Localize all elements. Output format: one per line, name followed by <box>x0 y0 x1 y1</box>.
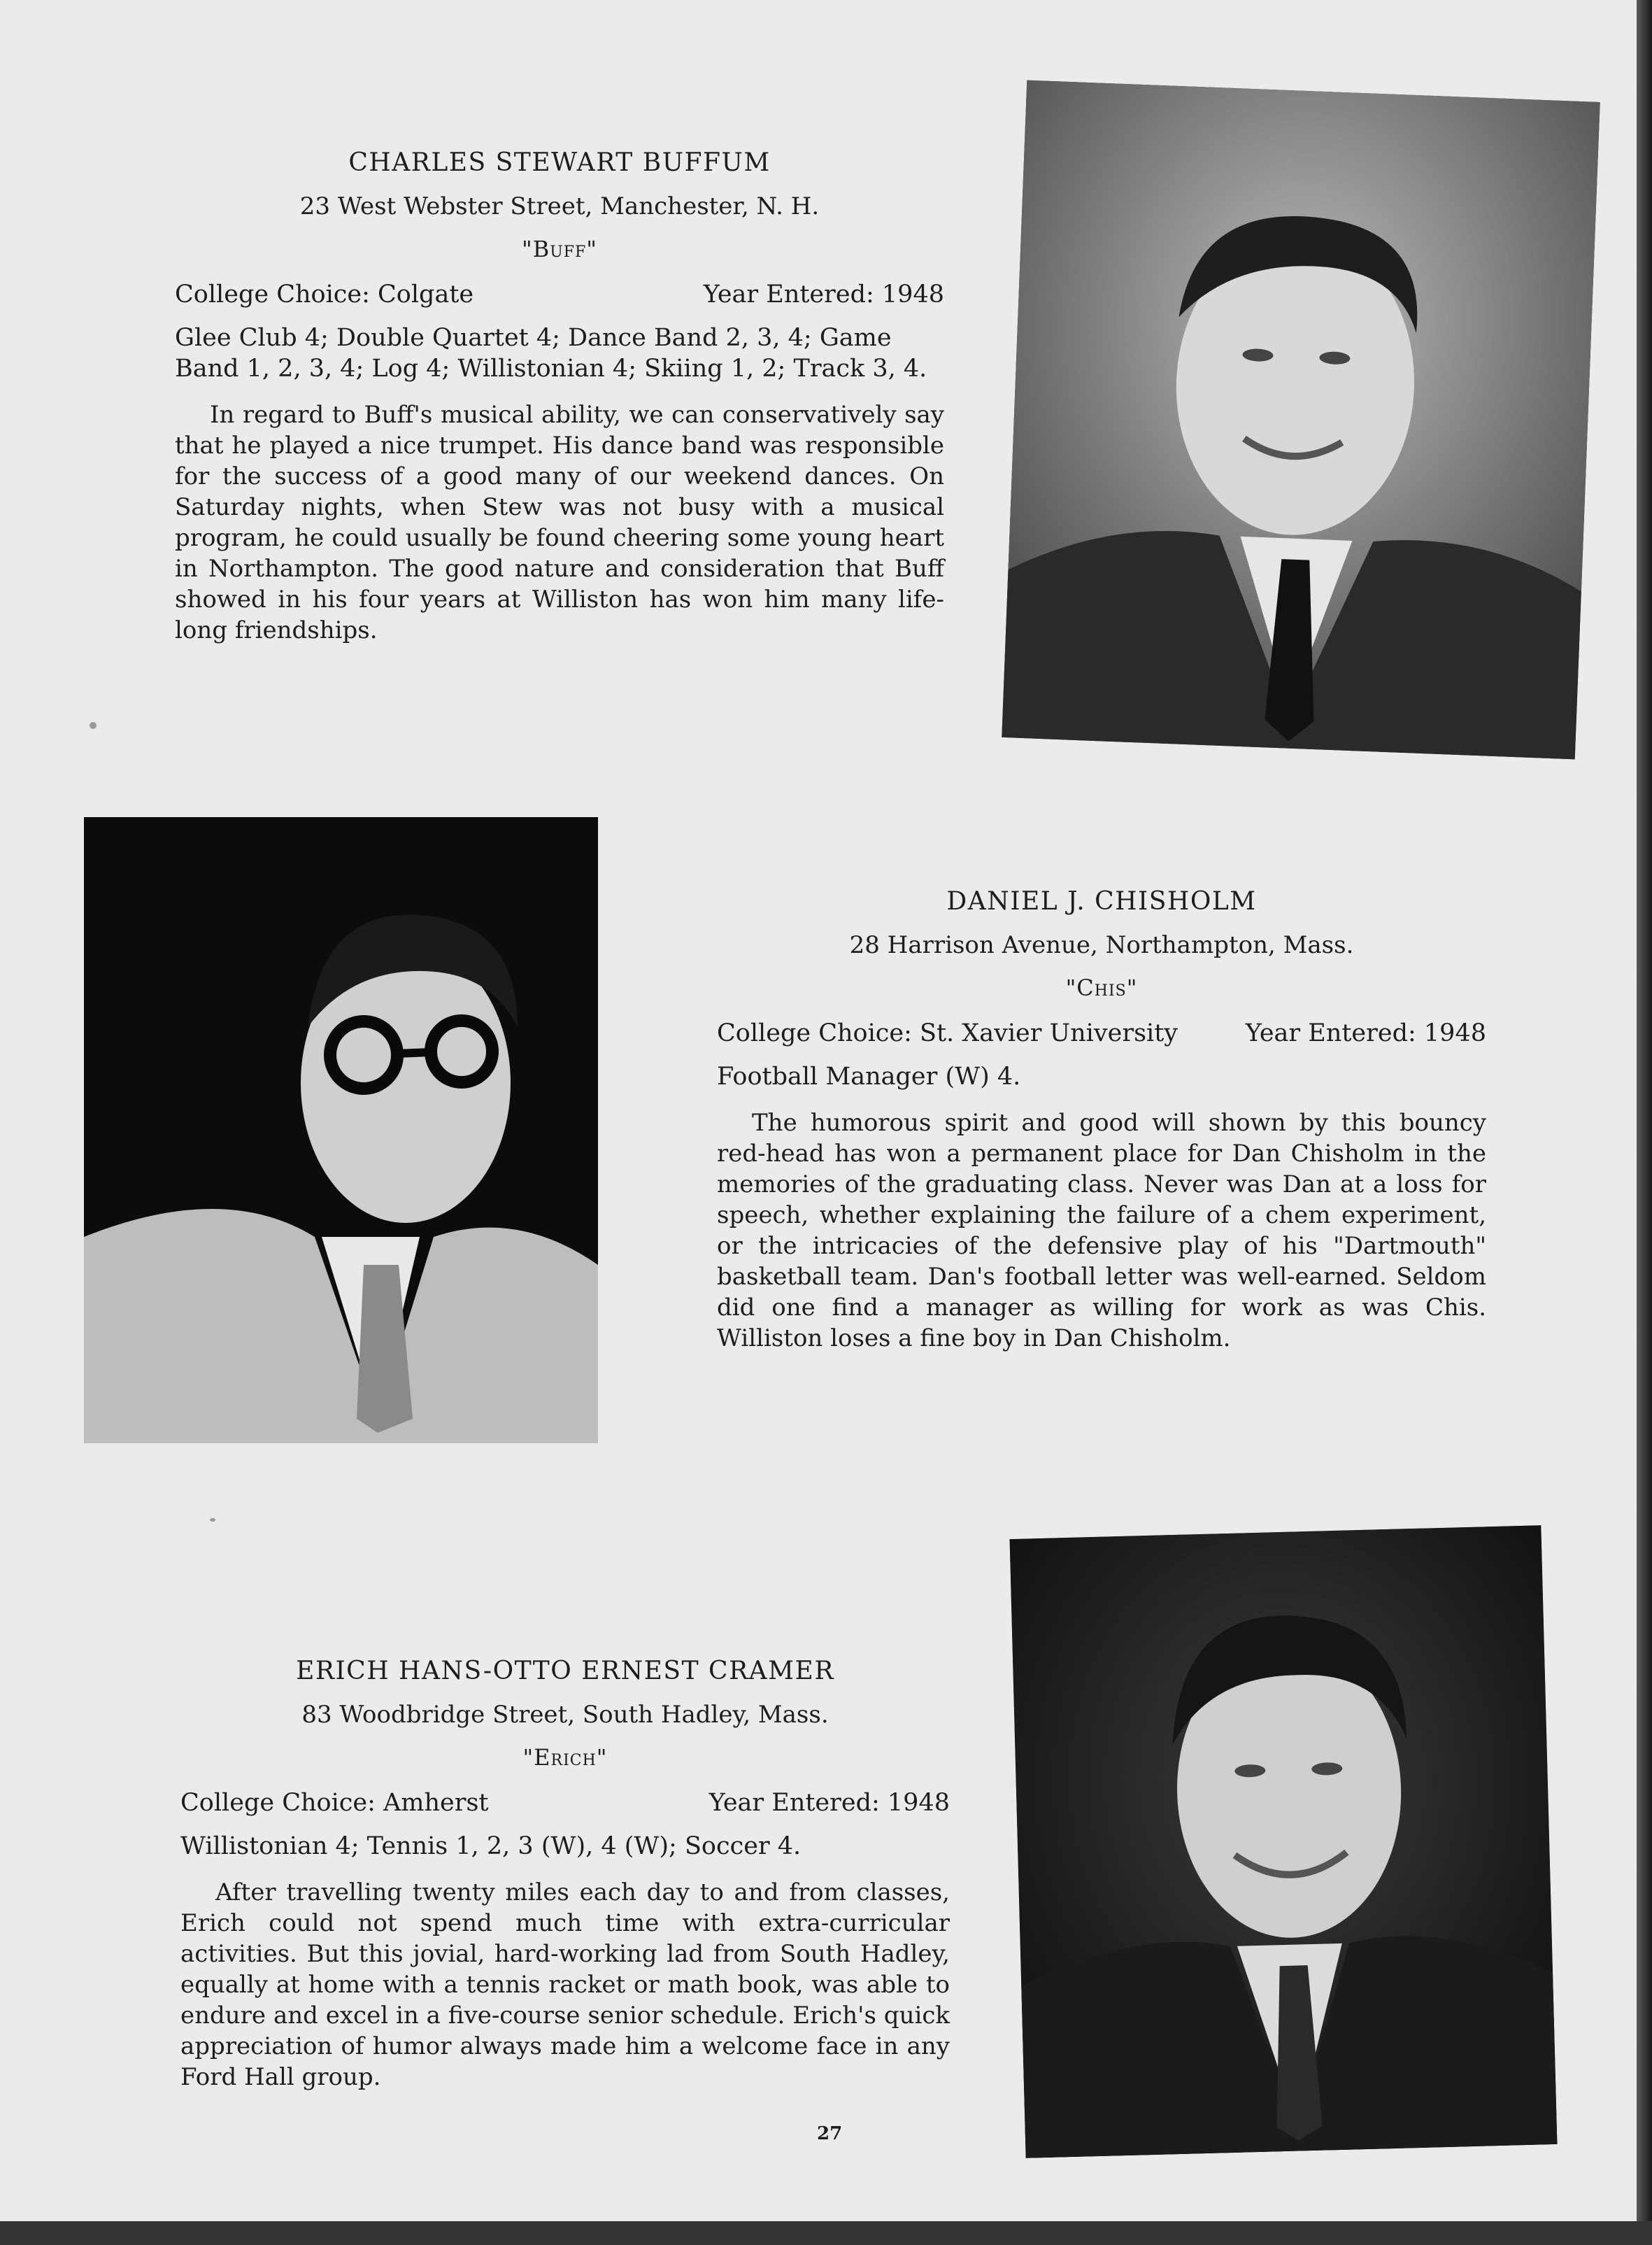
student-activities: Glee Club 4; Double Quartet 4; Dance Band 2, 3, 4; Game Band 1, 2, 3, 4; Log 4; Willistonian 4; Skiing 1, 2; Track 3, 4. <box>175 324 927 383</box>
student-address: 83 Woodbridge Street, South Hadley, Mass. <box>301 1701 829 1729</box>
page-edge <box>1637 0 1652 2245</box>
portrait-photo-buffum <box>1002 80 1600 760</box>
student-address: 23 West Webster Street, Manchester, N. H. <box>299 192 820 220</box>
portrait-photo-chisholm <box>84 817 598 1443</box>
student-name: DANIEL J. CHISHOLM <box>946 887 1257 916</box>
entry-cramer <box>180 1657 950 2092</box>
college-choice: College Choice: St. Xavier University <box>717 1019 1179 1047</box>
student-address: 28 Harrison Avenue, Northampton, Mass. <box>849 931 1354 959</box>
year-entered: Year Entered: 1948 <box>708 1789 950 1817</box>
student-activities: Football Manager (W) 4. <box>717 1063 1021 1091</box>
speck <box>210 1518 215 1522</box>
info-row <box>717 1019 1486 1047</box>
college-choice: College Choice: Colgate <box>175 281 474 309</box>
portrait-photo-cramer <box>1010 1525 1558 2158</box>
page-number: 27 <box>817 2123 843 2144</box>
year-entered: Year Entered: 1948 <box>703 281 944 309</box>
student-name: ERICH HANS-OTTO ERNEST CRAMER <box>296 1657 834 1685</box>
student-bio: In regard to Buff's musical ability, we can conservatively say that he played a nice trumpet. His dance band was responsible for the success of a good many of our weekend dances. On Saturday nights, when Stew was not busy with a musical program, he could usually be found cheering some young heart in Northampton. The good nature and consideration that Buff showed in his four years at Williston has won him many life-long friendships. <box>175 401 944 644</box>
student-nickname: "Buff" <box>521 236 598 262</box>
page-bottom-edge <box>0 2221 1652 2245</box>
year-entered: Year Entered: 1948 <box>1245 1019 1486 1047</box>
entry-chisholm <box>717 887 1486 1354</box>
student-activities: Willistonian 4; Tennis 1, 2, 3 (W), 4 (W); Soccer 4. <box>180 1832 802 1860</box>
info-row <box>175 281 944 309</box>
speck <box>90 722 97 729</box>
college-choice: College Choice: Amherst <box>180 1789 489 1817</box>
info-row <box>180 1789 950 1817</box>
student-bio: The humorous spirit and good will shown by this bouncy red-head has won a permanent place for Dan Chisholm in the memories of the graduating class. Never was Dan at a loss for speech, whether explaining the failure of a chem experiment, or the intricacies of the defensive play of his "Dartmouth" basketball team. Dan's football letter was well-earned. Seldom did one find a manager as willing for work as was Chis. Williston loses a fine boy in Dan Chisholm. <box>717 1109 1486 1352</box>
student-name: CHARLES STEWART BUFFUM <box>348 148 771 177</box>
student-nickname: "Erich" <box>522 1744 608 1771</box>
entry-buffum <box>175 148 944 646</box>
student-nickname: "Chis" <box>1065 975 1138 1001</box>
student-bio: After travelling twenty miles each day to and from classes, Erich could not spend much time with extra-curricular activities. But this jovial, hard-working lad from South Hadley, equally at home with a tennis racket or math book, was able to endure and excel in a five-course senior schedule. Erich's quick appreciation of humor always made him a welcome face in any Ford Hall group. <box>180 1878 950 2091</box>
